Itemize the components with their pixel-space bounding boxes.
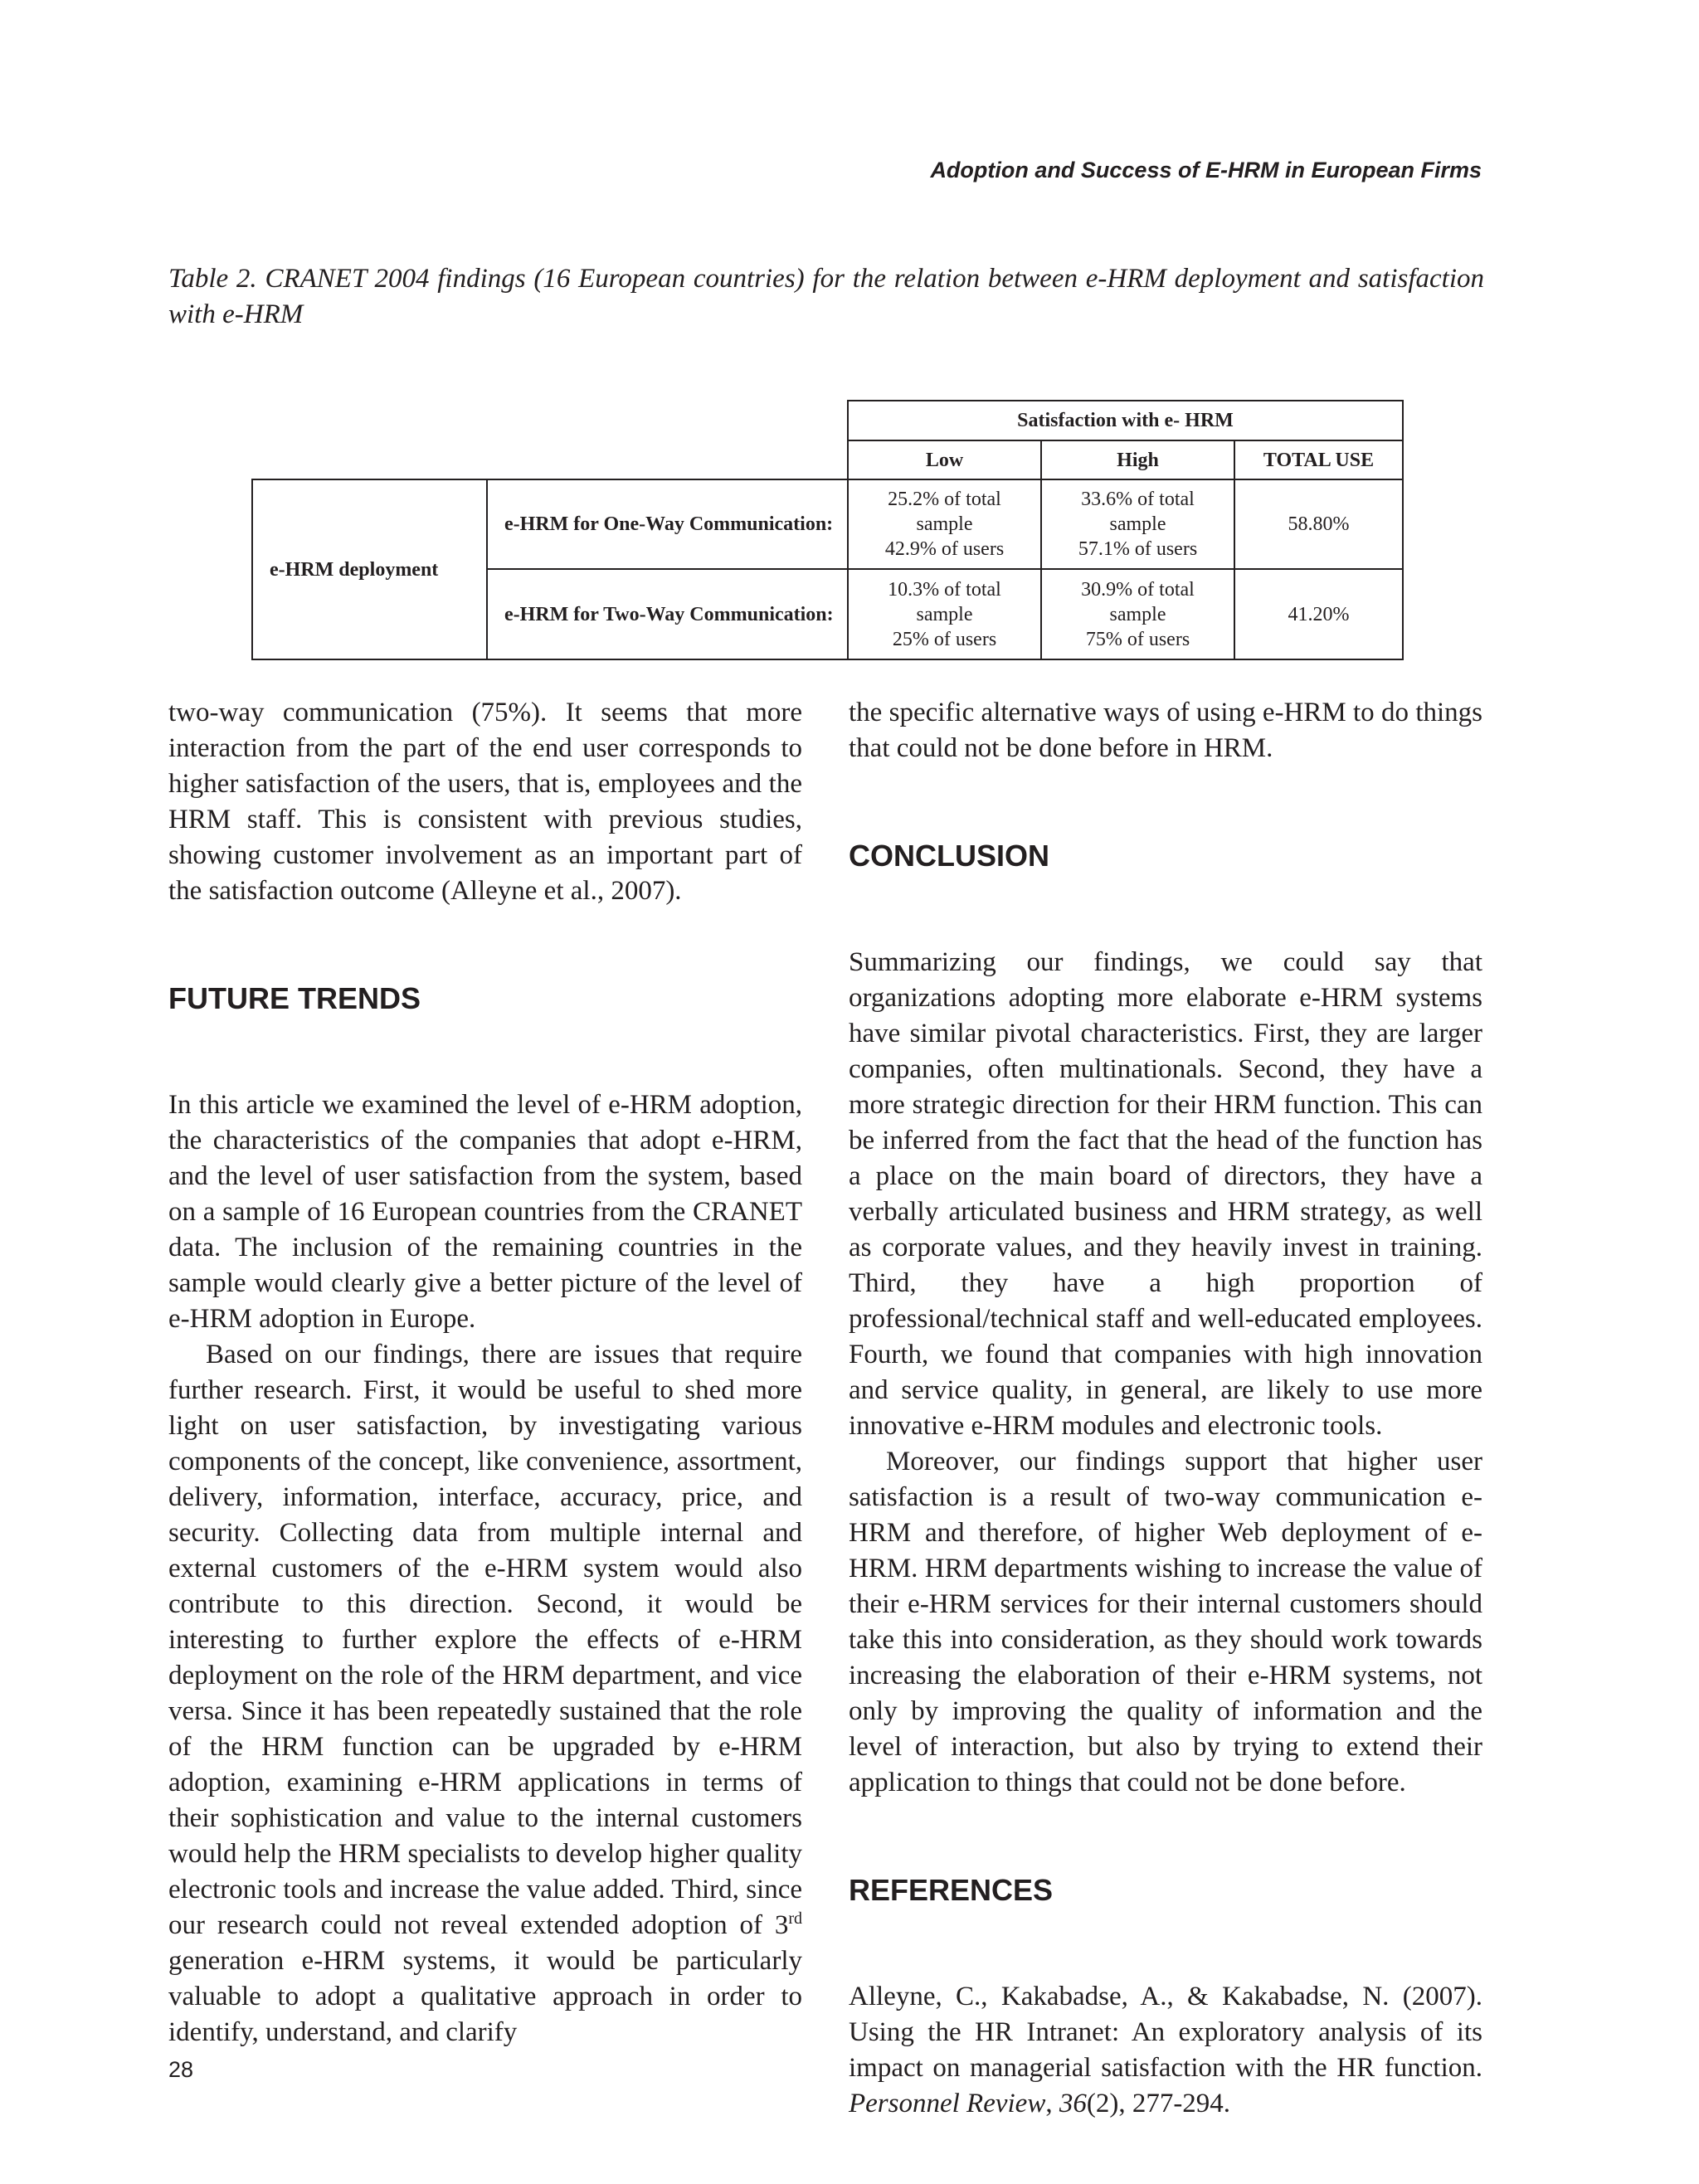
cell-line: 42.9% of users (884, 538, 1005, 560)
cell-line: 10.3% of total (888, 578, 1001, 601)
reference-text: (2), 277-294. (1086, 2089, 1231, 2118)
reference-journal: Personnel Review (849, 2089, 1046, 2118)
cell-line: sample (916, 603, 973, 625)
section-heading-conclusion: CONCLUSION (849, 839, 1049, 873)
cell-line: 30.9% of total (1081, 578, 1195, 601)
cell-two-way-high (1041, 569, 1234, 659)
cell-line: 25% of users (892, 628, 997, 650)
table-group-header: Satisfaction with e- HRM (848, 401, 1403, 440)
cell-line: sample (916, 513, 973, 535)
cell-one-way-total: 58.80% (1234, 479, 1403, 569)
paragraph: the specific alternative ways of using e-HRM to do things that could not be done before in HRM. (849, 698, 1482, 763)
table-row (252, 479, 1403, 569)
paragraph: two-way communication (75%). It seems that more interaction from the part of the end user corresponds to higher satisfaction of the users, that is, employees and the HRM staff. This is consistent with previous studies, showing customer involvement as an important part of the satisfaction outcome (Alleyne et al., 2007). (168, 698, 802, 906)
cell-line: 57.1% of users (1078, 538, 1198, 560)
reference-text: Alleyne, C., Kakabadse, A., & Kakabadse, N. (2007). Using the HR Intranet: An exploratory analysis of its impact on managerial satisfaction with the HR function. (849, 1982, 1482, 2083)
table-col-high: High (1041, 440, 1234, 479)
reference-volume: 36 (1059, 2089, 1087, 2118)
reference-separator: , (1045, 2089, 1059, 2118)
section-heading-future-trends: FUTURE TRENDS (168, 981, 421, 1015)
row-label-one-way: e-HRM for One-Way Communication: (487, 479, 848, 569)
cell-line: 25.2% of total (888, 489, 1001, 510)
cell-one-way-low (848, 479, 1041, 569)
cell-two-way-low (848, 569, 1041, 659)
cell-line: sample (1109, 513, 1166, 535)
cell-line: sample (1109, 603, 1166, 625)
row-label-two-way: e-HRM for Two-Way Communication: (487, 569, 848, 659)
paragraph-text: generation e-HRM systems, it would be particularly valuable to adopt a qualitative approach in order to identify, understand, and clarify (168, 1946, 802, 2047)
table-col-low: Low (848, 440, 1041, 479)
table-row-header: e-HRM deployment (252, 479, 487, 659)
paragraph: In this article we examined the level of e-HRM adoption, the characteristics of the companies that adopt e-HRM, and the level of user satisfaction from the system, based on a sample of 16 European countries from the CRANET data. The inclusion of the remaining countries in the sample would clearly give a better picture of the level of e-HRM adoption in Europe. (168, 1090, 802, 1334)
reference-entry (849, 1979, 1482, 2122)
table-caption: Table 2. CRANET 2004 findings (16 European countries) for the relation between e-HRM deployment and satisfaction with e-HRM (168, 264, 1484, 329)
cell-two-way-total: 41.20% (1234, 569, 1403, 659)
paragraph: Summarizing our findings, we could say that organizations adopting more elaborate e-HRM systems have similar pivotal characteristics. First, they are larger companies, often multinationals. Second, they have a more strategic direction for their HRM function. This can be inferred from the fact that the head of the function has a place on the main board of directors, they have a verbally articulated business and HRM strategy, as well as corporate values, and they heavily invest in training. Third, they have a high proportion of professional/technical staff and well-educated employees. Fourth, we found that companies with high innovation and service quality, in general, are likely to use more innovative e-HRM modules and electronic tools. (849, 947, 1482, 1441)
cell-one-way-high (1041, 479, 1234, 569)
section-heading-references: REFERENCES (849, 1873, 1054, 1907)
superscript: rd (788, 1909, 802, 1928)
running-head: Adoption and Success of E-HRM in European Firms (930, 158, 1482, 182)
table-col-total: TOTAL USE (1234, 440, 1403, 479)
right-column (849, 695, 1482, 2122)
paragraph: Moreover, our findings support that higher user satisfaction is a result of two-way communication e-HRM and therefore, of higher Web deployment of e-HRM. HRM departments wishing to increase the value of their e-HRM services for their internal customers should take this into consideration, as they should work towards increasing the elaboration of their e-HRM systems, not only by improving the quality of information and the level of interaction, but also by trying to extend their application to things that could not be done before. (849, 1447, 1482, 1797)
page-number: 28 (168, 2057, 194, 2082)
paragraph-text: Based on our findings, there are issues that require further research. First, it would be useful to shed more light on user satisfaction, by investigating various components of the concept, like convenience, assortment, delivery, information, interface, accuracy, price, and security. Collecting data from multiple internal and external customers of the e-HRM system would also contribute to this direction. Second, it would be interesting to further explore the effects of e-HRM deployment on the role of the HRM department, and vice versa. Since it has been repeatedly sustained that the role of the HRM function can be upgraded by e-HRM adoption, examining e-HRM applications in terms of their sophistication and value to the internal customers would help the HRM specialists to develop higher quality electronic tools and increase the value added. Third, since our research could not reveal extended adoption of 3 (168, 1340, 802, 1940)
paragraph (168, 1337, 802, 2050)
cell-line: 75% of users (1085, 628, 1190, 650)
cell-line: 33.6% of total (1081, 489, 1195, 510)
left-column (168, 695, 802, 2050)
findings-table (251, 400, 1404, 660)
